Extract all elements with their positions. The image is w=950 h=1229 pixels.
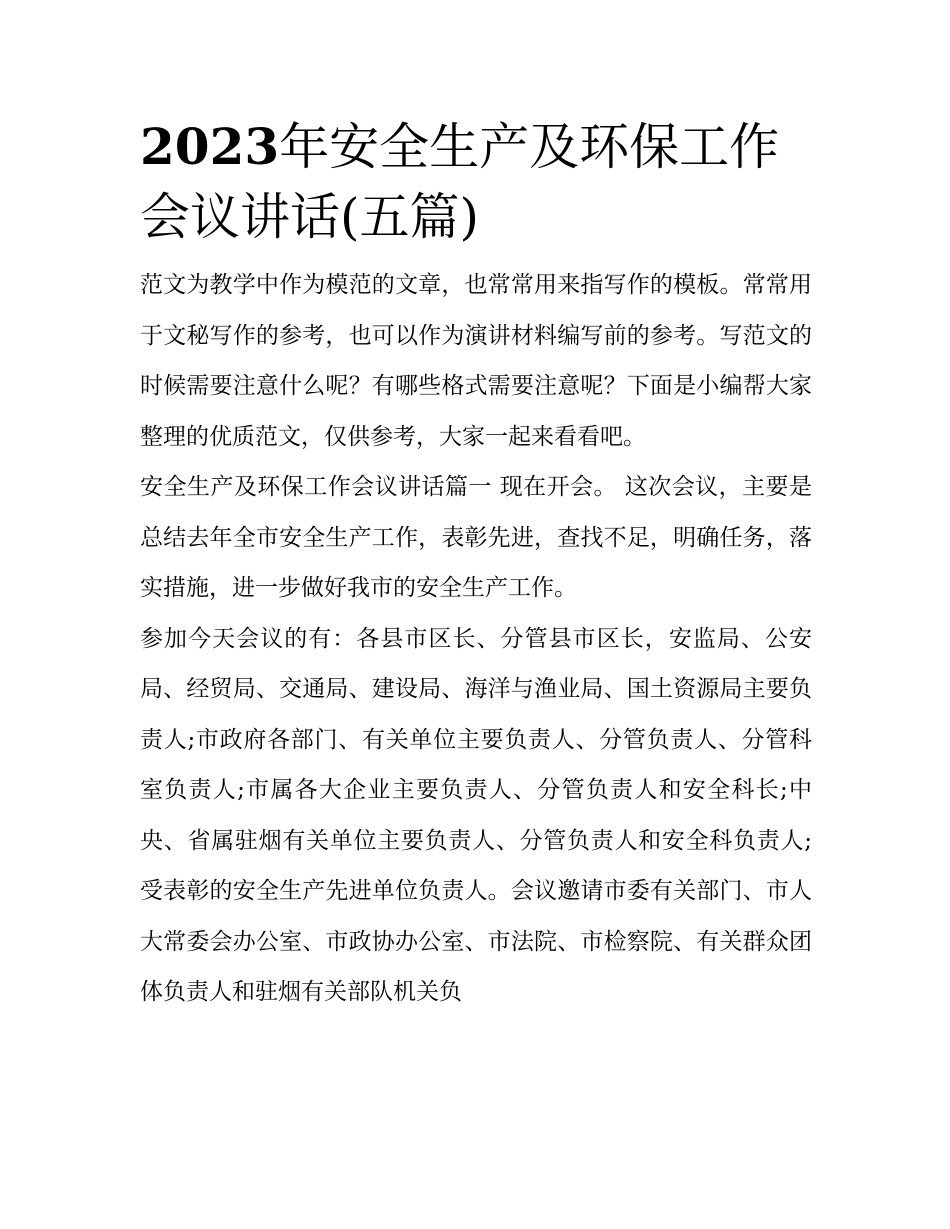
- title-text: 年安全生产及环保工作会议讲话(五篇): [140, 118, 780, 246]
- attendees-paragraph: 参加今天会议的有：各县市区长、分管县市区长，安监局、公安局、经贸局、交通局、建设局、海洋与渔业局、国土资源局主要负责人;市政府各部门、有关单位主要负责人、分管负责人、分管科室负责人;市属各大企业主要负责人、分管负责人和安全科长;中央、省属驻烟有关单位主要负责人、分管负责人和安全科负责人;受表彰的安全生产先进单位负责人。会议邀请市委有关部门、市人大常委会办公室、市政协办公室、市法院、市检察院、有关群众团体负责人和驻烟有关部队机关负: [140, 625, 812, 1005]
- speech-opening-paragraph: 安全生产及环保工作会议讲话篇一 现在开会。 这次会议，主要是总结去年全市安全生产工作，表彰先进，查找不足，明确任务，落实措施，进一步做好我市的安全生产工作。: [140, 474, 812, 601]
- title-year: 2023: [140, 117, 280, 176]
- intro-paragraph: 范文为教学中作为模范的文章，也常常用来指写作的模板。常常用于文秘写作的参考，也可以作为演讲材料编写前的参考。写范文的时候需要注意什么呢？有哪些格式需要注意呢？下面是小编帮大家整理的优质范文，仅供参考，大家一起来看看吧。: [140, 272, 812, 450]
- document-title: [140, 112, 812, 252]
- document-body: [140, 112, 812, 1018]
